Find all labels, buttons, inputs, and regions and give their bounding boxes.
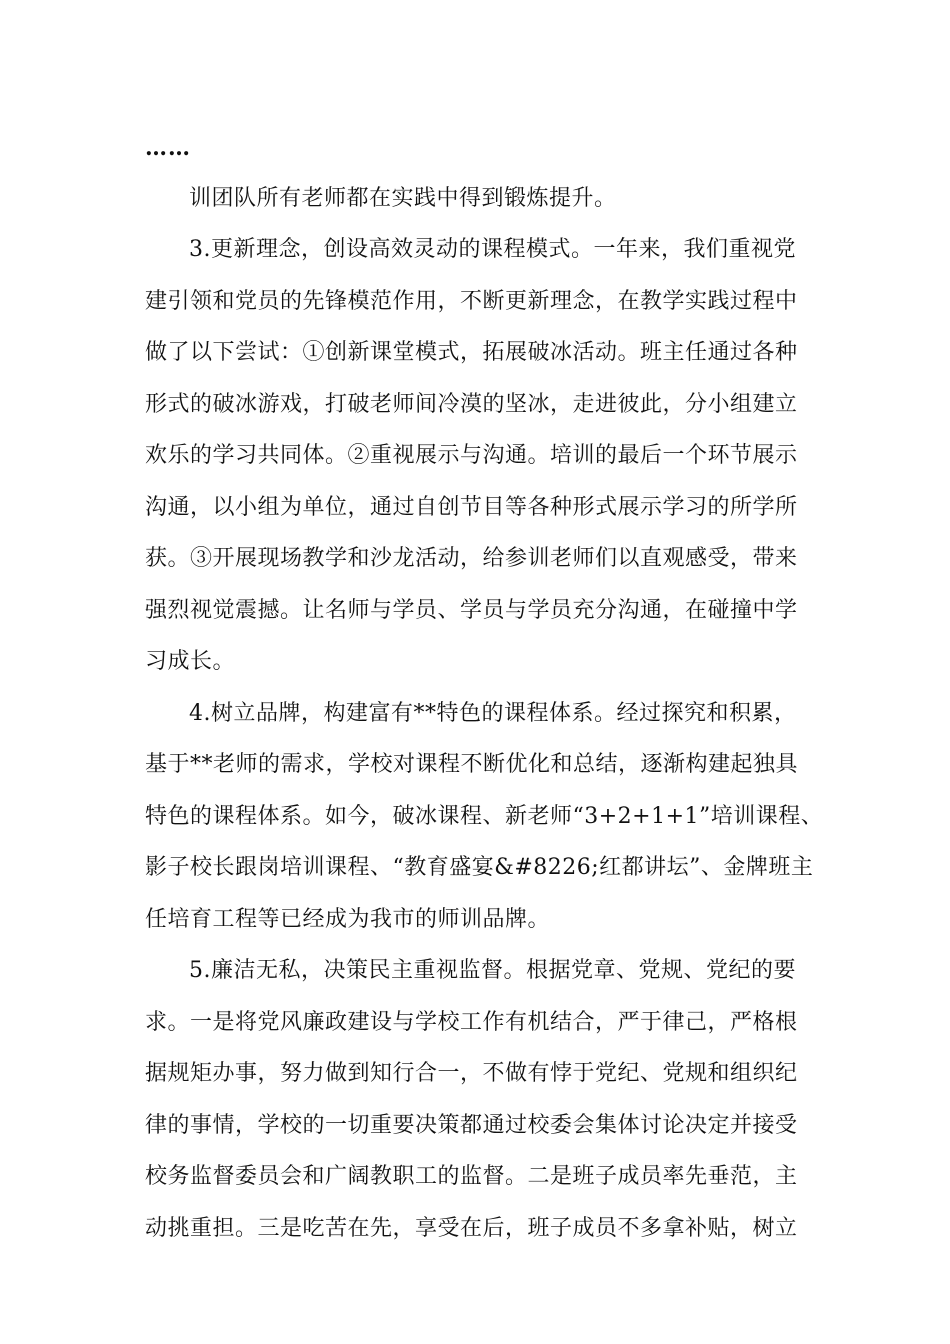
paragraph-line: 特色的课程体系。如今，破冰课程、新老师“3+2+1+1”培训课程、 <box>145 804 824 829</box>
paragraph-line-continuation: 训团队所有老师都在实践中得到锻炼提升。 <box>189 186 617 211</box>
paragraph-line: 欢乐的学习共同体。②重视展示与沟通。培训的最后一个环节展示 <box>145 443 798 468</box>
ellipsis-line: …… <box>145 135 191 161</box>
paragraph-line: 影子校长跟岗培训课程、“教育盛宴&#8226;红都讲坛”、金牌班主 <box>145 855 814 880</box>
paragraph-line: 习成长。 <box>145 649 236 674</box>
paragraph-line: 建引领和党员的先锋模范作用，不断更新理念，在教学实践过程中 <box>145 289 798 314</box>
paragraph-line: 强烈视觉震撼。让名师与学员、学员与学员充分沟通，在碰撞中学 <box>145 598 798 623</box>
paragraph-line: 做了以下尝试：①创新课堂模式，拓展破冰活动。班主任通过各种 <box>145 340 798 365</box>
paragraph-line: 据规矩办事，努力做到知行合一，不做有悖于党纪、党规和组织纪 <box>145 1061 798 1086</box>
paragraph-line: 形式的破冰游戏，打破老师间冷漠的坚冰，走进彼此，分小组建立 <box>145 392 798 417</box>
paragraph-5-first-line: 5.廉洁无私，决策民主重视监督。根据党章、党规、党纪的要 <box>189 958 796 983</box>
paragraph-line: 任培育工程等已经成为我市的师训品牌。 <box>145 907 551 932</box>
paragraph-line: 校务监督委员会和广阔教职工的监督。二是班子成员率先垂范，主 <box>145 1164 798 1189</box>
paragraph-line: 基于**老师的需求，学校对课程不断优化和总结，逐渐构建起独具 <box>145 752 799 777</box>
paragraph-line: 律的事情，学校的一切重要决策都通过校委会集体讨论决定并接受 <box>145 1113 798 1138</box>
paragraph-line: 沟通，以小组为单位，通过自创节目等各种形式展示学习的所学所 <box>145 495 798 520</box>
paragraph-line: 获。③开展现场教学和沙龙活动，给参训老师们以直观感受，带来 <box>145 546 798 571</box>
paragraph-line: 动挑重担。三是吃苦在先，享受在后，班子成员不多拿补贴，树立 <box>145 1216 798 1241</box>
paragraph-4-first-line: 4.树立品牌，构建富有**特色的课程体系。经过探究和积累， <box>189 701 797 726</box>
paragraph-line: 求。一是将党风廉政建设与学校工作有机结合，严于律己，严格根 <box>145 1010 798 1035</box>
paragraph-3-first-line: 3.更新理念，创设高效灵动的课程模式。一年来，我们重视党 <box>189 237 796 262</box>
